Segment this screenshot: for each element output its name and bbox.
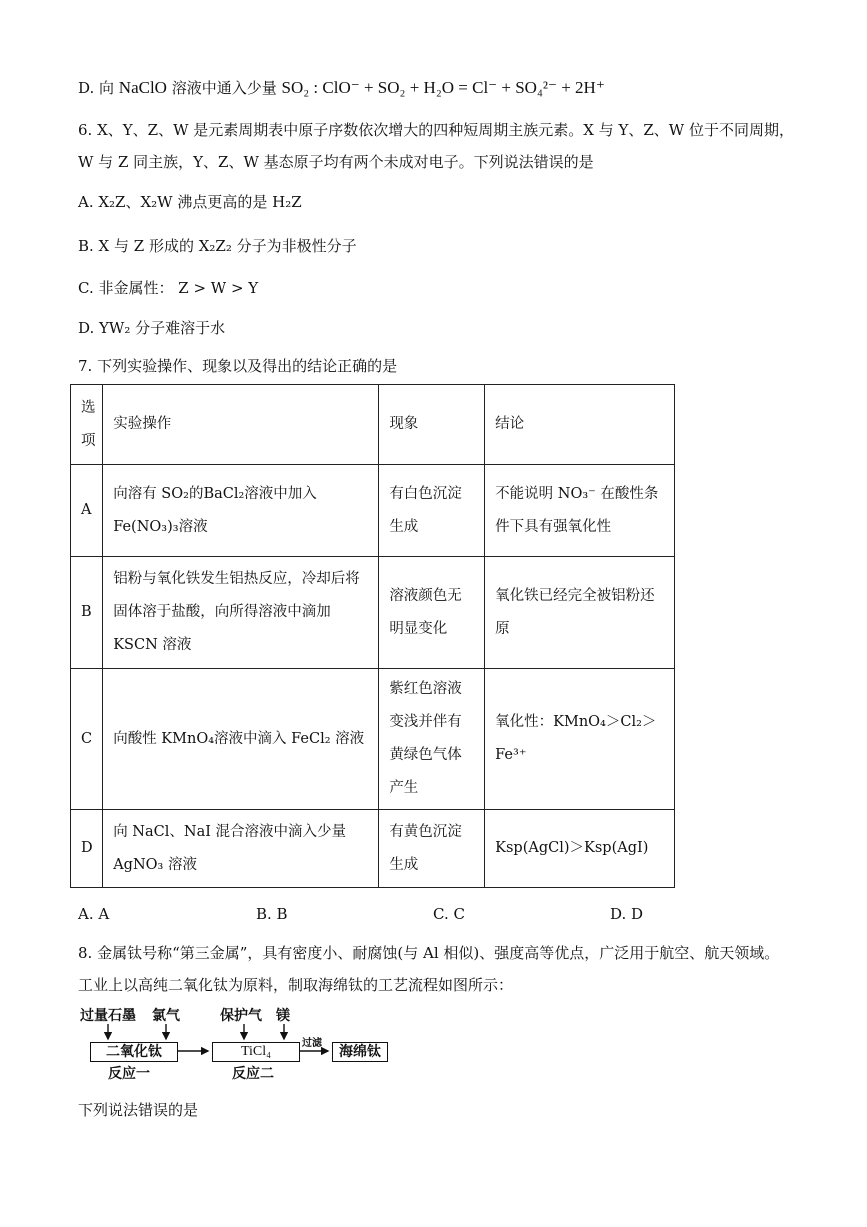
table-row <box>71 465 675 557</box>
input-chlorine: 氯气 <box>152 1008 180 1024</box>
experiment-table <box>70 384 675 888</box>
table-row <box>71 810 675 888</box>
choice-d[interactable]: D. D <box>610 905 644 923</box>
choice-a[interactable]: A. A <box>78 905 110 923</box>
q6-stem-line2: W 与 Z 同主族，Y、Z、W 基态原子均有两个未成对电子。下列说法错误的是 <box>78 153 594 171</box>
row-option: B <box>71 557 103 669</box>
box-sponge-titanium: 海绵钛 <box>332 1042 388 1062</box>
step-reaction-two: 反应二 <box>232 1066 274 1082</box>
row-option: C <box>71 669 103 810</box>
q7-stem: 7. 下列实验操作、现象以及得出的结论正确的是 <box>78 357 398 375</box>
row-operation: 向溶有 SO₂的BaCl₂溶液中加入 Fe(NO₃)₃溶液 <box>103 465 379 557</box>
header-conclusion: 结论 <box>485 385 675 465</box>
box-ticl4: TiCl₄ <box>212 1042 300 1062</box>
arrow-label-filter: 过滤 <box>302 1038 322 1049</box>
row-operation: 向 NaCl、NaI 混合溶液中滴入少量 AgNO₃ 溶液 <box>103 810 379 888</box>
choice-c[interactable]: C. C <box>433 905 465 923</box>
row-operation: 向酸性 KMnO₄溶液中滴入 FeCl₂ 溶液 <box>103 669 379 810</box>
row-conclusion: 氧化铁已经完全被铝粉还原 <box>485 557 675 669</box>
row-phenomenon: 有黄色沉淀生成 <box>379 810 485 888</box>
input-protective-gas: 保护气 <box>220 1008 262 1024</box>
choice-b[interactable]: B. B <box>256 905 288 923</box>
row-phenomenon: 有白色沉淀生成 <box>379 465 485 557</box>
row-operation: 铝粉与氧化铁发生铝热反应，冷却后将固体溶于盐酸，向所得溶液中滴加 KSCN 溶液 <box>103 557 379 669</box>
process-flow-diagram <box>80 1005 400 1085</box>
q6-option-d: D. YW₂ 分子难溶于水 <box>78 319 226 337</box>
table-row <box>71 557 675 669</box>
input-graphite: 过量石墨 <box>80 1008 136 1024</box>
row-phenomenon: 紫红色溶液变浅并伴有黄绿色气体产生 <box>379 669 485 810</box>
header-option: 选项 <box>71 385 103 465</box>
row-option: D <box>71 810 103 888</box>
row-option: A <box>71 465 103 557</box>
q8-stem-line2: 工业上以高纯二氧化钛为原料，制取海绵钛的工艺流程如图所示： <box>78 976 514 994</box>
header-phenomenon: 现象 <box>379 385 485 465</box>
q8-stem-line1: 8. 金属钛号称“第三金属”，具有密度小、耐腐蚀(与 Al 相似)、强度高等优点，广泛用于航空、航天领域。 <box>78 944 780 962</box>
row-conclusion: 氧化性：KMnO₄＞Cl₂＞Fe³⁺ <box>485 669 675 810</box>
q6-stem-line1: 6. X、Y、Z、W 是元素周期表中原子序数依次增大的四种短周期主族元素。X 与 Y、Z、W 位于不同周期， <box>78 121 794 139</box>
table-row <box>71 669 675 810</box>
q5-option-d: D. 向 NaClO 溶液中通入少量 SO₂ : ClO⁻ + SO₂ + H₂O = Cl⁻ + SO₄²⁻ + 2H⁺ <box>78 78 605 97</box>
row-conclusion: 不能说明 NO₃⁻ 在酸性条件下具有强氧化性 <box>485 465 675 557</box>
row-conclusion: Ksp(AgCl)＞Ksp(AgI) <box>485 810 675 888</box>
q8-tail: 下列说法错误的是 <box>78 1101 199 1119</box>
row-phenomenon: 溶液颜色无明显变化 <box>379 557 485 669</box>
box-titanium-dioxide: 二氧化钛 <box>90 1042 178 1062</box>
q6-option-b: B. X 与 Z 形成的 X₂Z₂ 分子为非极性分子 <box>78 237 357 255</box>
step-reaction-one: 反应一 <box>108 1066 150 1082</box>
q6-option-c: C. 非金属性： Z > W > Y <box>78 279 259 297</box>
q6-option-a: A. X₂Z、X₂W 沸点更高的是 H₂Z <box>78 193 302 211</box>
input-magnesium: 镁 <box>276 1008 290 1024</box>
header-operation: 实验操作 <box>103 385 379 465</box>
table-header-row <box>71 385 675 465</box>
